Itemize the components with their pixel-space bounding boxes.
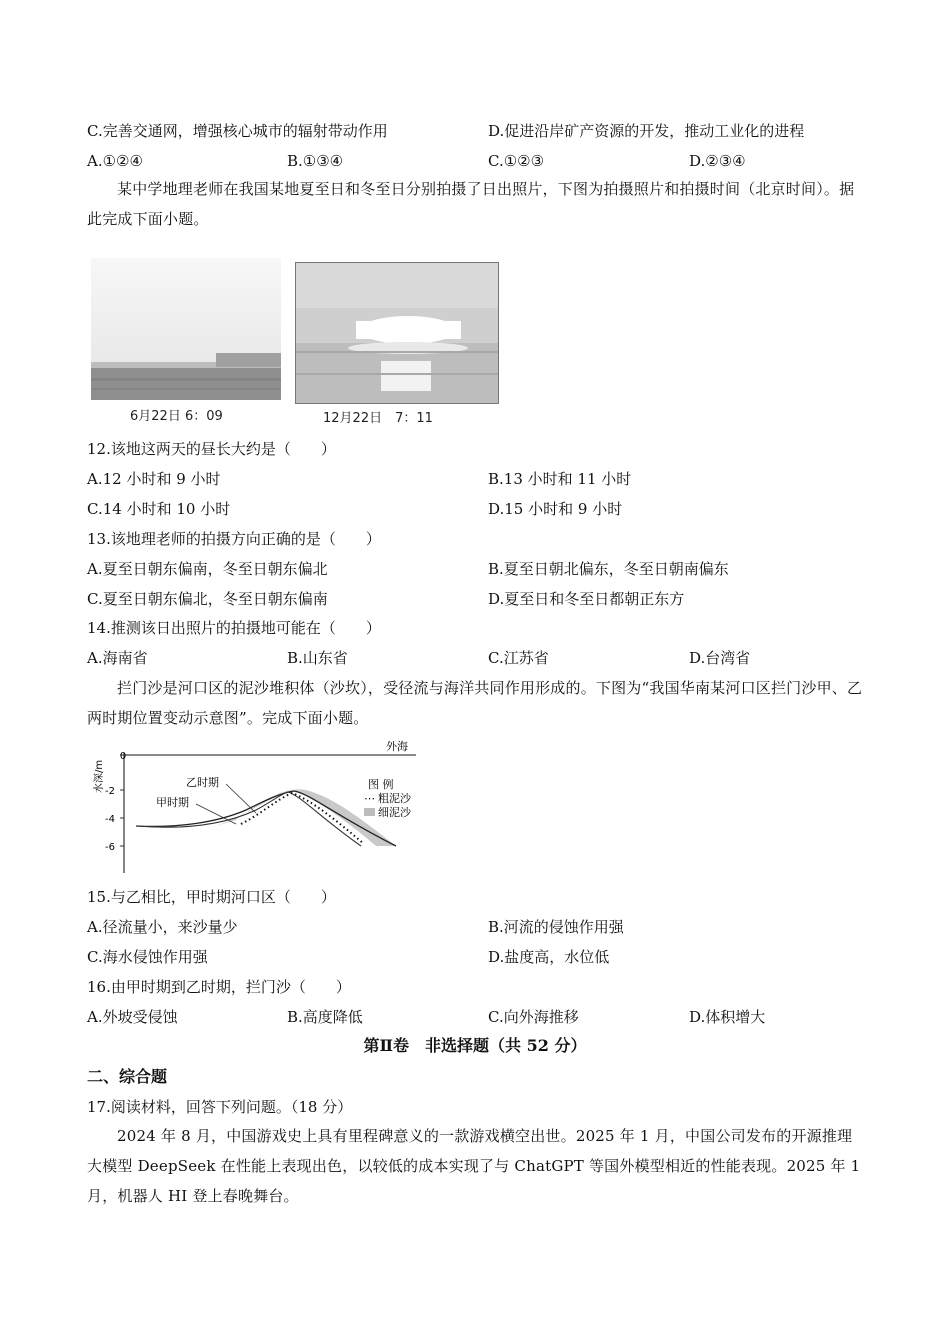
q14-option-c: C.江苏省 [488, 649, 549, 667]
outer-sea-label: 外海 [386, 740, 408, 753]
tick-minus-4: -4 [105, 814, 115, 825]
legend-coarse-label: 粗泥沙 [378, 792, 411, 805]
q15-option-d: D.盐度高，水位低 [488, 948, 610, 966]
sandbar-intro-paragraph [87, 673, 863, 733]
q14-option-d: D.台湾省 [689, 649, 751, 667]
q11-answer-b: B.①③④ [287, 152, 344, 170]
q11-option-d: D.促进沿岸矿产资源的开发，推动工业化的进程 [488, 122, 805, 140]
label-jia: 甲时期 [156, 796, 189, 809]
legend-fine-label: 细泥沙 [378, 806, 411, 819]
q13-option-a: A.夏至日朝东偏南，冬至日朝东偏北 [87, 560, 328, 578]
summer-photo-caption: 6月22日 6：09 [130, 409, 223, 424]
q14-stem: 14.推测该日出照片的拍摄地可能在（ ） [87, 619, 381, 637]
sandbar-intro-text: 拦门沙是河口区的泥沙堆积体（沙坎），受径流与海洋共同作用形成的。下图为“我国华南某河口区拦门沙甲、乙两时期位置变动示意图”。完成下面小题。 [87, 679, 863, 727]
sunrise-intro-text: 某中学地理老师在我国某地夏至日和冬至日分别拍摄了日出照片，下图为拍摄照片和拍摄时间（北京时间）。据此完成下面小题。 [87, 180, 855, 228]
q11-answer-d: D.②③④ [689, 152, 746, 170]
q14-option-b: B.山东省 [287, 649, 348, 667]
q15-option-a: A.径流量小，来沙量少 [87, 918, 238, 936]
q12-option-c: C.14 小时和 10 小时 [87, 500, 231, 518]
q17-stem: 17.阅读材料，回答下列问题。（18 分） [87, 1098, 353, 1116]
q12-option-b: B.13 小时和 11 小时 [488, 470, 632, 488]
q16-option-a: A.外坡受侵蚀 [87, 1008, 178, 1026]
summer-photo-image [91, 258, 281, 400]
q16-option-d: D.体积增大 [689, 1008, 766, 1026]
q13-option-b: B.夏至日朝北偏东，冬至日朝南偏东 [488, 560, 729, 578]
winter-photo-image [296, 263, 498, 403]
q16-option-b: B.高度降低 [287, 1008, 363, 1026]
y-axis-label: 水深/m [94, 759, 105, 793]
q15-stem: 15.与乙相比，甲时期河口区（ ） [87, 888, 336, 906]
section-2-heading: 二、综合题 [87, 1067, 168, 1086]
sunrise-intro-paragraph [87, 174, 863, 234]
tick-0: 0 [119, 751, 127, 762]
q13-option-d: D.夏至日和冬至日都朝正东方 [488, 590, 685, 608]
sunrise-photo-winter [295, 262, 499, 404]
tick-minus-6: -6 [105, 842, 115, 853]
q12-stem: 12.该地这两天的昼长大约是（ ） [87, 440, 336, 458]
q16-stem: 16.由甲时期到乙时期，拦门沙（ ） [87, 978, 351, 996]
tick-minus-2: -2 [105, 786, 115, 797]
label-yi: 乙时期 [186, 776, 219, 789]
q12-option-d: D.15 小时和 9 小时 [488, 500, 623, 518]
sandbar-diagram [96, 738, 436, 878]
q15-option-c: C.海水侵蚀作用强 [87, 948, 208, 966]
legend-fine-swatch [364, 808, 375, 816]
q13-option-c: C.夏至日朝东偏北，冬至日朝东偏南 [87, 590, 328, 608]
q16-option-c: C.向外海推移 [488, 1008, 579, 1026]
q14-option-a: A.海南省 [87, 649, 148, 667]
section-2-title: 第Ⅱ卷 非选择题（共 52 分） [363, 1036, 587, 1055]
q15-option-b: B.河流的侵蚀作用强 [488, 918, 624, 936]
legend-coarse-symbol: ⋯ [364, 792, 375, 805]
q11-option-c: C.完善交通网，增强核心城市的辐射带动作用 [87, 122, 388, 140]
q11-answer-a: A.①②④ [87, 152, 143, 170]
q17-material-text: 2024 年 8 月，中国游戏史上具有里程碑意义的一款游戏横空出世。2025 年 1 月，中国公司发布的开源推理大模型 DeepSeek 在性能上表现出色，以较低的成本实现了与 ChatGPT 等国外模型相近的性能表现。2025 年 1 月，机器人 HI 登上春晚舞台。 [87, 1127, 861, 1205]
q11-answer-c: C.①②③ [488, 152, 545, 170]
winter-photo-caption: 12月22日 7：11 [323, 411, 433, 426]
q17-material-paragraph [87, 1121, 863, 1211]
sunrise-photo-summer [91, 258, 281, 400]
q12-option-a: A.12 小时和 9 小时 [87, 470, 221, 488]
q13-stem: 13.该地理老师的拍摄方向正确的是（ ） [87, 530, 381, 548]
legend-title: 图 例 [368, 778, 394, 791]
